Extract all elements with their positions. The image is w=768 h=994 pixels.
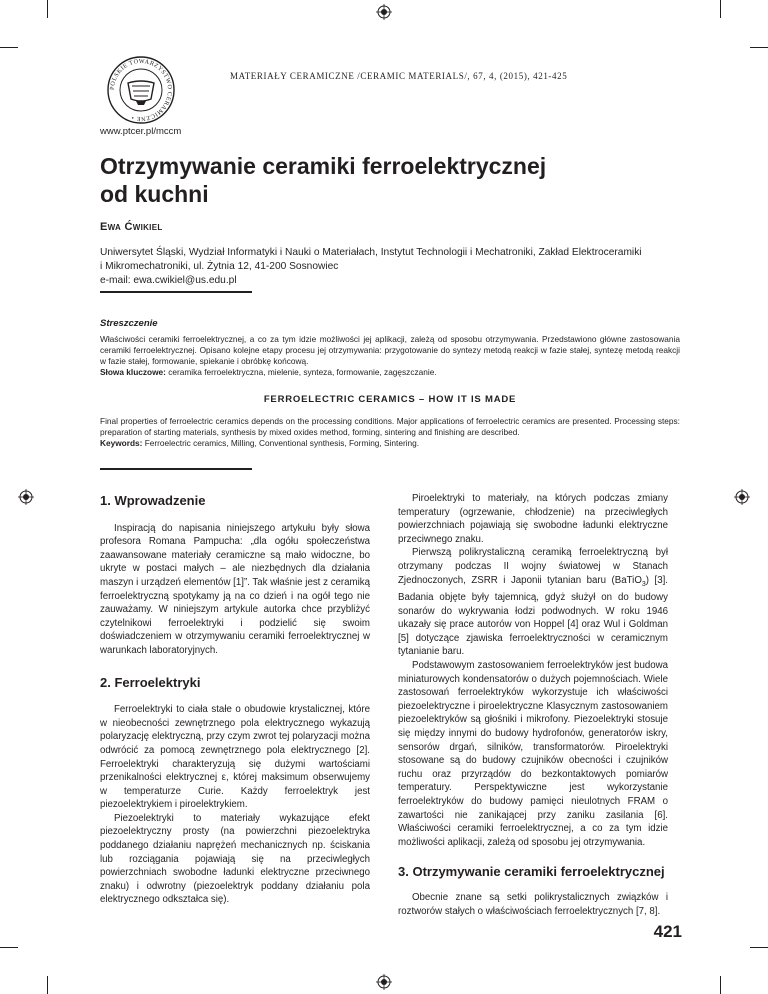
paragraph: Podstawowym zastosowaniem ferroelektryków jest budowa miniaturowych kondensatorów o dużych pojemnościach. Wiele zastosowań ferroelektryków wykorzystuje ich właściwości piezoelektryczne i piroelektryczne Klasycznym zastosowaniem piezoelektryków są głośniki i mikrofony. Piezoelektryki stosuje się między innymi do budowy hydrofonów, generatorów iskry, sensorów drgań, silników, transformatorów. Piroelektryki stosowane są do budowy czujników obecności i czujników ruchu oraz przyrządów do bezkontaktowych pomiarów temperatury. Perspektywiczne jest wykorzystanie ferroelektryków do budowy pamięci nieulotnych FRAM o zawartości nie zanikającej przy zaniku zasilania [6]. Właściwości ceramiki ferroelektrycznej, a co za tym idzie możliwości aplikacji, zależą od sposobu jej otrzymywania. xyxy=(398,660,668,848)
paragraph: Obecnie znane są setki polikrystalicznych związków i roztworów stałych o właściwościach ferroelektrycznych [7, 8]. xyxy=(398,891,668,917)
journal-citation: MATERIAŁY CERAMICZNE /CERAMIC MATERIALS/, 67, 4, (2015), 421-425 xyxy=(230,71,568,81)
affiliation xyxy=(100,246,690,288)
english-title: FERROELECTRIC CERAMICS – HOW IT IS MADE xyxy=(263,394,517,405)
crop-mark xyxy=(0,947,18,948)
divider xyxy=(100,468,252,470)
crop-mark xyxy=(47,0,48,18)
abstract-text: Właściwości ceramiki ferroelektrycznej, a co za tym idzie możliwości jej aplikacji, zależą od sposobu otrzymywania. Przedstawiono główne zastosowania ceramiki ferroelektrycznej. Opisano kolejne etapy procesu jej otrzymywania: przygotowanie do syntezy metodą reakcji w fazie stałej, syntezę metodą reakcji w fazie stałej, formowanie, spiekanie i obróbkę końcową. xyxy=(100,334,680,366)
keywords-text: ceramika ferroelektryczna, mielenie, synteza, formowanie, zagęszczanie. xyxy=(165,367,437,377)
title-line: od kuchni xyxy=(100,181,209,207)
author-name: Ewa Ćwikiel xyxy=(100,221,163,233)
abstract-en xyxy=(100,416,680,449)
divider xyxy=(100,291,252,293)
section-heading: 2. Ferroelektryki xyxy=(100,674,201,690)
keywords-text: Ferroelectric ceramics, Milling, Conventional synthesis, Forming, Sintering. xyxy=(142,438,420,448)
paragraph: Inspiracją do napisania niniejszego artykułu były słowa profesora Romana Pampucha: „dla ogółu społeczeństwa zaawansowane materiały ceramiczne są mało widoczne, bo ukryte w postaci małych – ale niezbędnych dla działania maszyn i urządzeń elementów [1]”. Tak właśnie jest z ceramiką ferroelektryczną spotykamy ją na co dzień i na ogół tego nie zauważamy. W niniejszym artykule autorka chce przybliżyć czytelnikowi ferroelektryki i podzielić się swoim doświadczeniem w otrzymywaniu ceramiki ferroelektrycznej w warunkach laboratoryjnych. xyxy=(100,522,370,656)
abstract-pl xyxy=(100,334,680,378)
svg-text:POLSKIE TOWARZYSTWO CERAMICZNE: POLSKIE TOWARZYSTWO CERAMICZNE • xyxy=(108,57,174,123)
abstract-text: Final properties of ferroelectric ceramics depends on the processing conditions. Major applications of ferroelectric ceramics are presented. Processing steps: preparation of starting materials, synthesis by mixed oxides method, forming, sintering and finishing are described. xyxy=(100,416,680,437)
paragraph: Piroelektryki to materiały, na których podczas zmiany temperatury (ogrzewanie, chłodzenie) na przeciwległych powierzchniach pojawiają się swobodne ładunki elektryczne przeciwnego znaku. xyxy=(398,493,668,545)
registration-mark-icon xyxy=(376,4,392,20)
subscript: 3 xyxy=(641,580,646,588)
title-line: Otrzymywanie ceramiki ferroelektrycznej xyxy=(100,153,547,179)
keywords-pl xyxy=(100,367,680,378)
keywords-en xyxy=(100,438,680,449)
affiliation-line: Uniwersytet Śląski, Wydział Informatyki i Nauki o Materiałach, Instytut Technologii i Mechatroniki, Zakład Elektroceramiki xyxy=(100,247,642,258)
article-title xyxy=(100,152,700,208)
registration-mark-icon xyxy=(734,489,750,505)
paragraph xyxy=(398,546,668,659)
section-heading: 3. Otrzymywanie ceramiki ferroelektrycznej xyxy=(398,864,665,880)
right-column xyxy=(398,492,668,918)
affiliation-line: i Mikromechatroniki, ul. Żytnia 12, 41-200 Sosnowiec xyxy=(100,261,339,272)
abstract-heading: Streszczenie xyxy=(100,318,158,329)
crop-mark xyxy=(0,47,18,48)
text-span: Pierwszą polikrystaliczną ceramiką ferroelektryczną był otrzymany podczas II wojny światowej w Stanach Zjednoczonych, ZSRR i Japonii tytanian baru (BaTiO xyxy=(398,547,668,586)
paragraph: Ferroelektryki to ciała stałe o obudowie krystalicznej, które w nieobecności zewnętrznego pola elektrycznego wykazują polaryzację elektryczną, przy czym zwrot tej polaryzacji można odwrócić za pomocą zewnętrznego pola elektrycznego [2]. Ferroelektryki charakteryzują się dużymi wartościami przenikalności elektrycznej ε, której maksimum obserwujemy w temperaturze Curie. Każdy ferroelektryk jest piezoelektrykiem i piroelektrykiem. xyxy=(100,704,370,811)
left-column xyxy=(100,494,370,907)
keywords-label: Słowa kluczowe: xyxy=(100,367,166,377)
page-number: 421 xyxy=(653,922,682,941)
crop-mark xyxy=(47,976,48,994)
registration-mark-icon xyxy=(18,489,34,505)
paragraph: Piezoelektryki to materiały wykazujące efekt piezoelektryczny prosty (na powierzchni piezoelektryka poddanego działaniu naprężeń mechanicznych np. ściskania lub rozciągania pojawiają się na przeciwległych powierzchniach swobodne ładunki elektryczne przeciwnego znaku) i odwrotny (piezoelektryk poddany działaniu pola elektrycznego odkształca się). xyxy=(100,812,370,906)
keywords-label: Keywords: xyxy=(100,438,143,448)
crop-mark xyxy=(750,947,768,948)
registration-mark-icon xyxy=(376,974,392,990)
journal-url[interactable]: www.ptcer.pl/mccm xyxy=(100,126,182,137)
society-logo xyxy=(106,55,176,125)
crop-mark xyxy=(750,47,768,48)
section-heading: 1. Wprowadzenie xyxy=(100,493,206,508)
text-span: ) [3]. Badania objęte były tajemnicą, gdyż służył on do budowy sonarów do wykrywania łodzi podwodnych. W roku 1946 ukazały się prace autorów von Hoppel [4] oraz Wul i Goldman [5] dotyczące zjawiska ferroelektryczności w ceramicznym tytanianie baru. xyxy=(398,574,668,658)
author-email[interactable]: e-mail: ewa.cwikiel@us.edu.pl xyxy=(100,275,237,286)
crop-mark xyxy=(720,0,721,18)
crop-mark xyxy=(720,976,721,994)
